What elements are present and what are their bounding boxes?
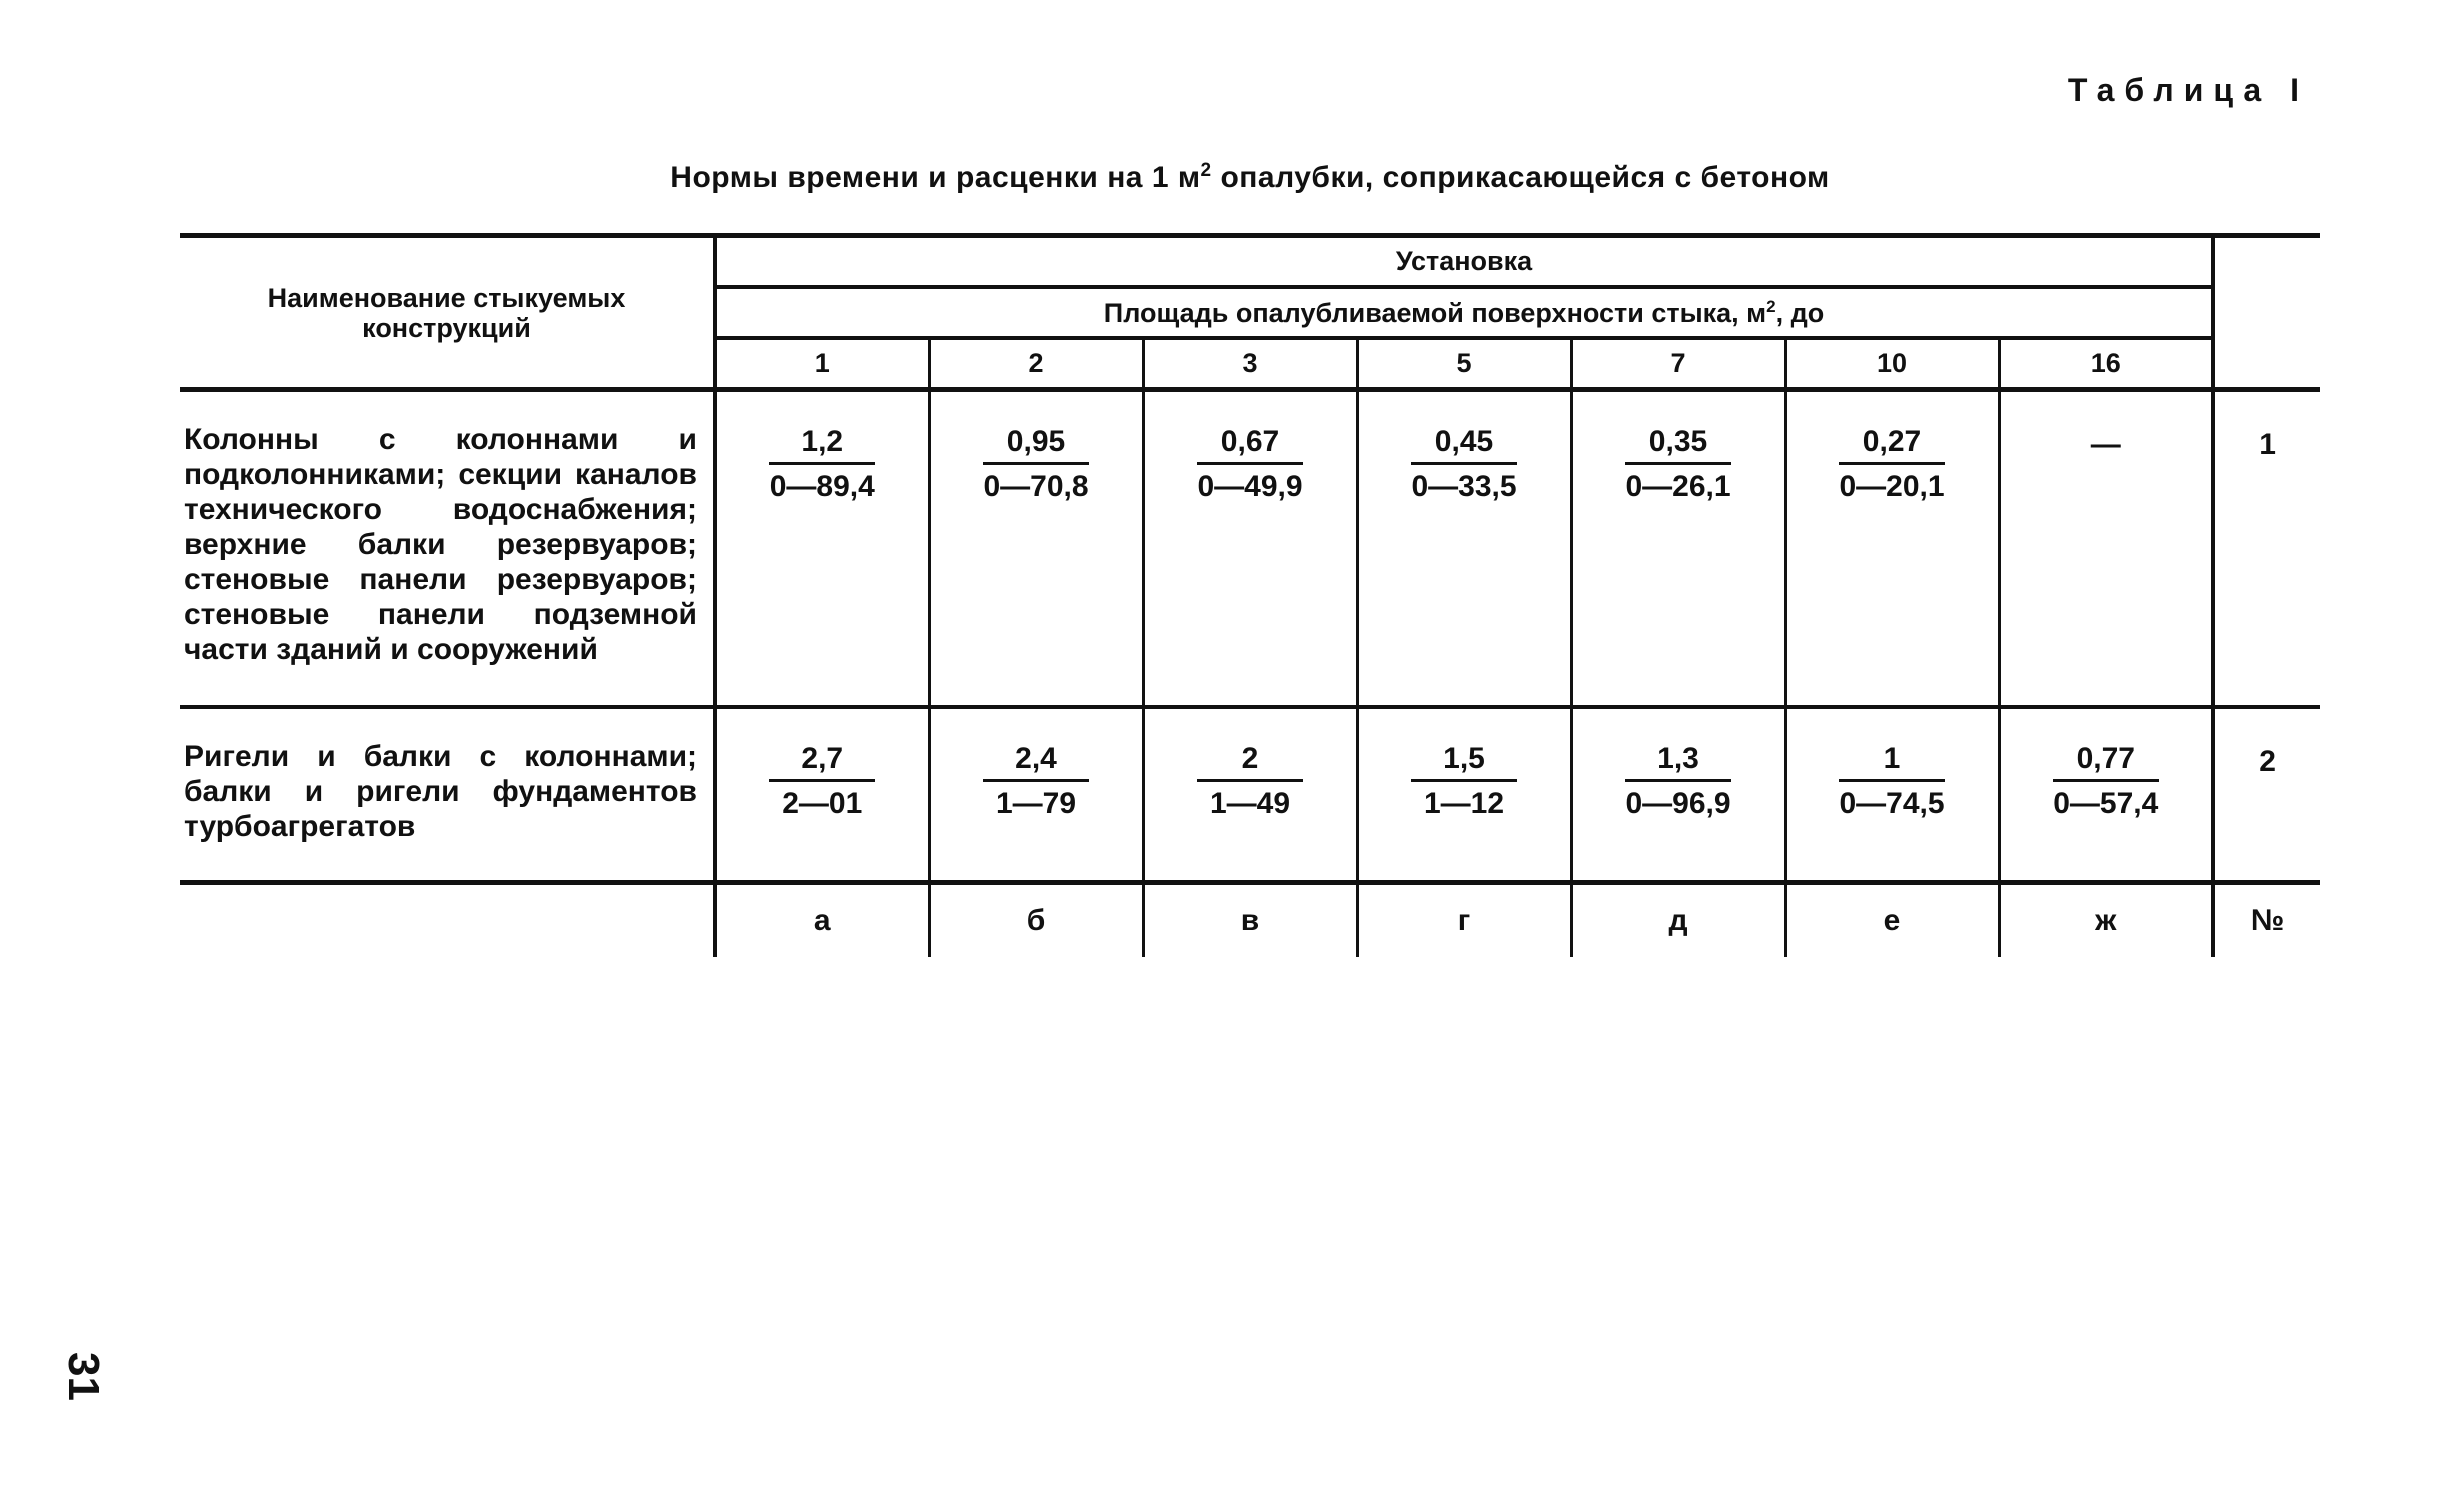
header-area-text-after: , до (1775, 297, 1825, 328)
time-norm: 0,45 (1411, 424, 1517, 465)
header-area-10: 10 (1785, 338, 1999, 390)
fraction (1625, 741, 1731, 822)
footer-letter: д (1571, 883, 1785, 958)
table-cell (1999, 707, 2213, 883)
table-row (180, 707, 2320, 883)
time-norm: 0,95 (983, 424, 1089, 465)
fraction (1411, 741, 1517, 822)
title-superscript: 2 (1200, 160, 1212, 181)
rate: 0—26,1 (1625, 470, 1731, 503)
table-cell (1143, 390, 1357, 707)
rate: 0—49,9 (1197, 470, 1303, 503)
row-name: Ригели и балки с колоннами; балки и ригели фундаментов турбоагрегатов (180, 707, 715, 883)
rate: 0—57,4 (2053, 786, 2159, 820)
rate: 0—70,8 (983, 470, 1089, 503)
time-norm: 1,2 (769, 424, 875, 465)
header-number-column (2213, 236, 2320, 390)
rate: 0—20,1 (1839, 470, 1945, 503)
header-area-5: 5 (1357, 338, 1571, 390)
fraction (983, 424, 1089, 505)
footer-blank (180, 883, 715, 958)
fraction (769, 424, 875, 505)
table-cell (715, 390, 929, 707)
rate: 0—33,5 (1411, 470, 1517, 503)
rate: 0—96,9 (1625, 786, 1731, 820)
fraction (983, 741, 1089, 822)
empty-dash: — (2090, 428, 2121, 461)
header-area-subgroup (715, 287, 2213, 338)
header-group-installation: Установка (715, 236, 2213, 288)
rate: 1—49 (1209, 786, 1291, 820)
header-name-column: Наименование стыкуемых конструкций (180, 236, 715, 390)
header-area-superscript: 2 (1766, 296, 1776, 316)
table-cell (929, 390, 1143, 707)
header-area-2: 2 (929, 338, 1143, 390)
footer-letter: б (929, 883, 1143, 958)
time-norm: 2,7 (769, 741, 875, 782)
rate: 1—12 (1423, 786, 1505, 820)
header-area-3: 3 (1143, 338, 1357, 390)
title-text-before: Нормы времени и расценки на 1 м (670, 161, 1201, 194)
time-norm: 0,27 (1839, 424, 1945, 465)
rate: 0—74,5 (1839, 786, 1945, 820)
fraction (2053, 741, 2159, 822)
table-cell (1785, 707, 1999, 883)
footer-letter: г (1357, 883, 1571, 958)
table-cell (1571, 707, 1785, 883)
title-text-after: опалубки, соприкасающейся с бетоном (1211, 161, 1830, 194)
fraction (1839, 741, 1945, 822)
norms-table (180, 233, 2320, 957)
rate: 0—89,4 (769, 470, 875, 503)
time-norm: 0,67 (1197, 424, 1303, 465)
table-cell (1785, 390, 1999, 707)
row-number: 1 (2213, 390, 2320, 707)
table-cell (1357, 390, 1571, 707)
table-cell (715, 707, 929, 883)
time-norm: 0,77 (2053, 741, 2159, 782)
table-cell (1143, 707, 1357, 883)
fraction (1625, 424, 1731, 505)
time-norm: 2,4 (983, 741, 1089, 782)
time-norm: 2 (1197, 741, 1303, 782)
time-norm: 1,3 (1625, 741, 1731, 782)
time-norm: 0,35 (1625, 424, 1731, 465)
table-cell (1999, 390, 2213, 707)
table-row (180, 390, 2320, 707)
footer-letter: е (1785, 883, 1999, 958)
rate: 2—01 (782, 786, 863, 820)
time-norm: 1 (1839, 741, 1945, 782)
header-area-7: 7 (1571, 338, 1785, 390)
footer-letters-row (180, 883, 2320, 958)
row-name: Колонны с колоннами и подколонниками; секции каналов технического водоснабжения; верхние балки резервуаров; стеновые панели резервуаров; стеновые панели подземной части зданий и сооружений (180, 390, 715, 707)
footer-letter: а (715, 883, 929, 958)
fraction (769, 741, 875, 822)
fraction (1839, 424, 1945, 505)
fraction (1197, 424, 1303, 505)
footer-number-sign: № (2213, 883, 2320, 958)
table-label: Таблица I (2067, 72, 2309, 108)
table-cell (1357, 707, 1571, 883)
table-cell (929, 707, 1143, 883)
header-area-text-before: Площадь опалубливаемой поверхности стыка, м (1103, 297, 1767, 328)
header-area-1: 1 (715, 338, 929, 390)
table-cell (1571, 390, 1785, 707)
table-title (630, 160, 1870, 195)
row-number: 2 (2213, 707, 2320, 883)
header-area-16: 16 (1999, 338, 2213, 390)
fraction (1411, 424, 1517, 505)
footer-letter: ж (1999, 883, 2213, 958)
rate: 1—79 (995, 786, 1077, 820)
page-number: 31 (59, 1352, 108, 1401)
time-norm: 1,5 (1411, 741, 1517, 782)
fraction (1197, 741, 1303, 822)
footer-letter: в (1143, 883, 1357, 958)
